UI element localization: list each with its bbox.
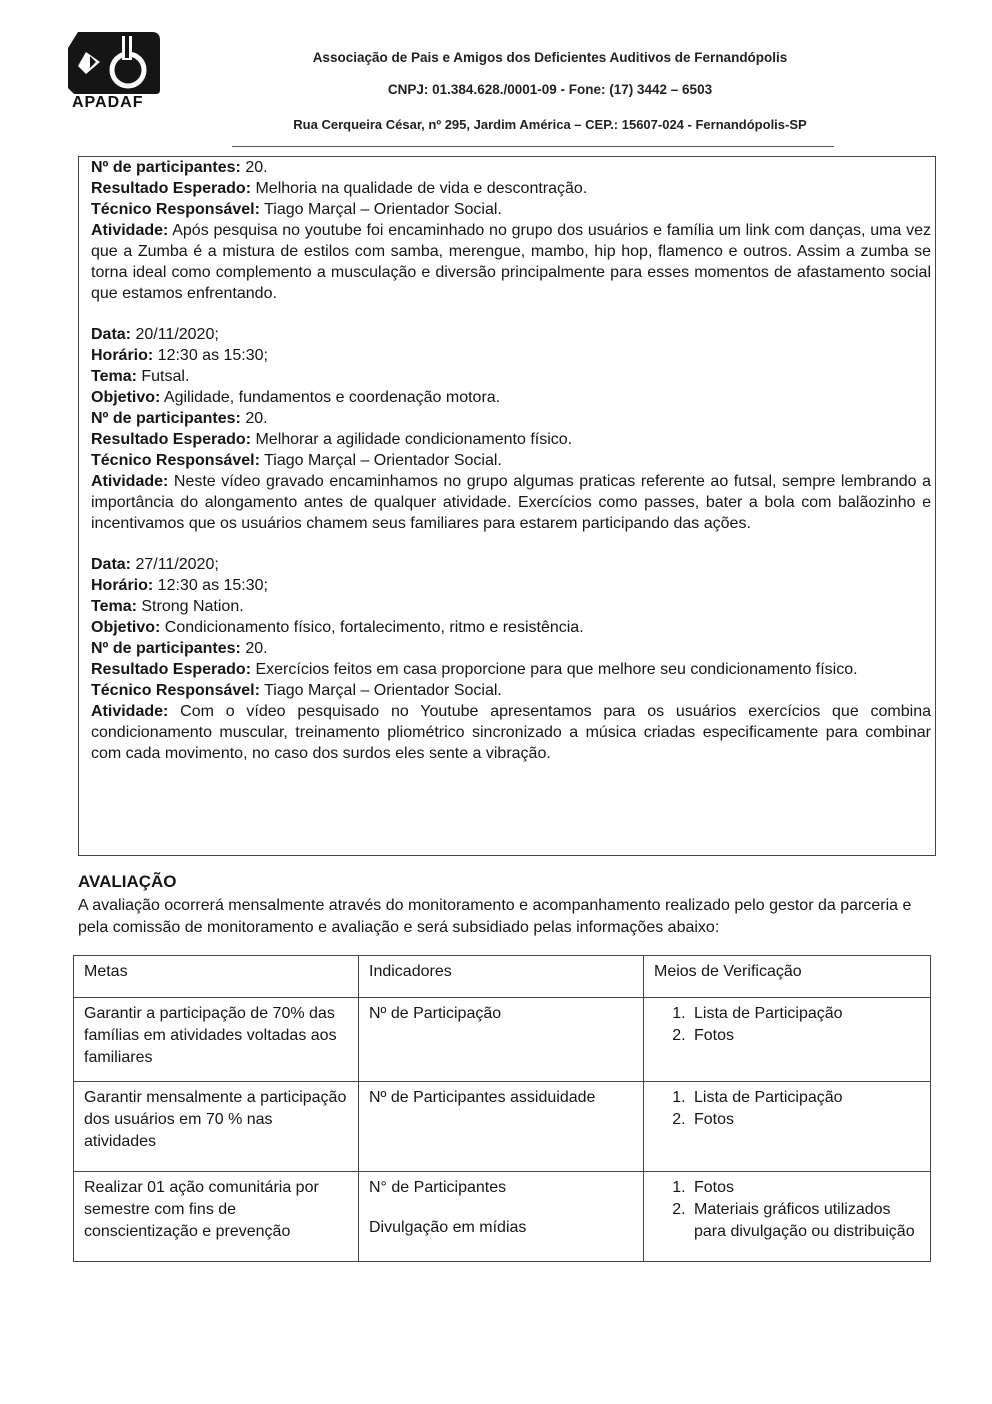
verification-cell — [644, 1082, 931, 1172]
theme-line — [91, 596, 931, 617]
activities-box — [78, 156, 936, 856]
verification-list — [654, 1087, 920, 1131]
indicator-cell — [359, 998, 644, 1082]
activity-label: Atividade: — [91, 222, 169, 239]
technician-value: Tiago Marçal – Orientador Social. — [259, 201, 502, 218]
time-value: 12:30 as 15:30; — [153, 347, 268, 364]
apadaf-logo — [64, 30, 164, 116]
table-header-row — [74, 956, 931, 998]
technician-line — [91, 680, 931, 701]
participants-line — [91, 638, 931, 659]
technician-value: Tiago Marçal – Orientador Social. — [259, 452, 502, 469]
cnpj-line: CNPJ: 01.384.628./0001-09 - Fone: (17) 3442 – 6503 — [387, 82, 713, 97]
indicator-text: Nº de Participantes assiduidade — [369, 1089, 596, 1106]
date-value: 27/11/2020; — [131, 556, 219, 573]
time-line — [91, 575, 931, 596]
org-name: Associação de Pais e Amigos dos Deficientes Auditivos de Fernandópolis — [312, 50, 788, 65]
date-label: Data: — [91, 326, 132, 343]
expected-result-value: Melhoria na qualidade de vida e descontração. — [251, 180, 588, 197]
indicator-text: N° de Participantes — [369, 1179, 507, 1196]
activity-label: Atividade: — [91, 703, 169, 720]
table-row — [74, 1172, 931, 1262]
apadaf-logo-mark — [64, 30, 164, 96]
indicator-text: Divulgação em mídias — [369, 1219, 527, 1236]
participants-label: Nº de participantes: — [91, 159, 241, 176]
verification-cell — [644, 998, 931, 1082]
technician-value: Tiago Marçal – Orientador Social. — [259, 682, 502, 699]
date-label: Data: — [91, 556, 132, 573]
expected-result-value: Melhorar a agilidade condicionamento físico. — [251, 431, 573, 448]
technician-line — [91, 199, 931, 220]
expected-result-label: Resultado Esperado: — [91, 661, 252, 678]
objective-value: Condicionamento físico, fortalecimento, ritmo e resistência. — [160, 619, 584, 636]
activity-paragraph — [91, 220, 931, 304]
theme-value: Strong Nation. — [136, 598, 244, 615]
indicator-cell — [359, 1082, 644, 1172]
activity-label: Atividade: — [91, 473, 169, 490]
column-header-indicadores: Indicadores — [359, 956, 644, 998]
date-value: 20/11/2020; — [131, 326, 219, 343]
time-value: 12:30 as 15:30; — [153, 577, 268, 594]
evaluation-table — [73, 955, 931, 1262]
expected-result-line — [91, 429, 931, 450]
theme-line — [91, 366, 931, 387]
participants-value: 20. — [240, 640, 268, 657]
column-header-meios: Meios de Verificação — [644, 956, 931, 998]
activity-paragraph — [91, 701, 931, 764]
activity-value: Com o vídeo pesquisado no Youtube apresentamos para os usuários exercícios que combina condicionamento muscular, treinamento pliométrico sincronizado a música criadas especificamente para combinar com cada movimento, no caso dos surdos eles sente a vibração. — [91, 703, 931, 762]
meta-cell: Garantir a participação de 70% das famílias em atividades voltadas aos familiares — [74, 998, 359, 1082]
column-header-metas: Metas — [74, 956, 359, 998]
objective-label: Objetivo: — [91, 619, 161, 636]
verification-list — [654, 1003, 920, 1047]
activity-value: Neste vídeo gravado encaminhamos no grupo algumas praticas referente ao futsal, sempre lembrando a importância do alongamento antes de qualquer atividade. Exercícios como passes, bater a bola com balãozinho e incentivamos que os usuários chamem seus familiares para estarem participando das ações. — [91, 473, 931, 532]
participants-label: Nº de participantes: — [91, 410, 241, 427]
activity-value: Após pesquisa no youtube foi encaminhado no grupo dos usuários e família um link com danças, uma vez que a Zumba é a mistura de estilos com samba, merengue, mambo, hip hop, flamenco e outros. Assim a zumba se torna ideal como complemento a musculação e diversão principalmente para esses momentos de afastamento social que estamos enfrentando. — [91, 222, 931, 302]
objective-label: Objetivo: — [91, 389, 161, 406]
expected-result-line — [91, 659, 931, 680]
verification-list — [654, 1177, 920, 1243]
expected-result-label: Resultado Esperado: — [91, 180, 252, 197]
objective-line — [91, 387, 931, 408]
participants-label: Nº de participantes: — [91, 640, 241, 657]
time-label: Horário: — [91, 347, 154, 364]
meta-cell: Realizar 01 ação comunitária por semestre com fins de conscientização e prevenção — [74, 1172, 359, 1262]
spacer — [91, 304, 931, 324]
technician-line — [91, 450, 931, 471]
list-item: 2. Materiais gráficos utilizados para divulgação ou distribuição — [690, 1199, 920, 1243]
table-row — [74, 998, 931, 1082]
list-item: 1. Fotos — [690, 1177, 920, 1199]
verification-cell — [644, 1172, 931, 1262]
activities-content — [91, 157, 931, 764]
date-line — [91, 324, 931, 345]
list-item: 2. Fotos — [690, 1109, 920, 1131]
theme-label: Tema: — [91, 598, 137, 615]
participants-value: 20. — [240, 159, 268, 176]
activity-paragraph — [91, 471, 931, 534]
table-row — [74, 1082, 931, 1172]
date-line — [91, 554, 931, 575]
participants-line — [91, 408, 931, 429]
participants-value: 20. — [240, 410, 268, 427]
indicator-text: Nº de Participação — [369, 1005, 502, 1022]
logo-text: APADAF — [72, 94, 144, 111]
list-item: 1. Lista de Participação — [690, 1003, 920, 1025]
list-item: 1. Lista de Participação — [690, 1087, 920, 1109]
time-label: Horário: — [91, 577, 154, 594]
evaluation-paragraph: A avaliação ocorrerá mensalmente através do monitoramento e acompanhamento realizado pelo gestor da parceria e pela comissão de monitoramento e avaliação e será subsidiado pelas informações abaixo: — [78, 897, 912, 936]
theme-value: Futsal. — [136, 368, 190, 385]
header-divider — [232, 146, 834, 147]
evaluation-heading: AVALIAÇÃO — [78, 872, 177, 891]
technician-label: Técnico Responsável: — [91, 201, 260, 218]
address-line: Rua Cerqueira César, nº 295, Jardim América – CEP.: 15607-024 - Fernandópolis-SP — [293, 117, 807, 132]
technician-label: Técnico Responsável: — [91, 682, 260, 699]
theme-label: Tema: — [91, 368, 137, 385]
expected-result-line — [91, 178, 931, 199]
indicator-cell — [359, 1172, 644, 1262]
time-line — [91, 345, 931, 366]
participants-line — [91, 157, 931, 178]
list-item: 2. Fotos — [690, 1025, 920, 1047]
expected-result-label: Resultado Esperado: — [91, 431, 252, 448]
objective-value: Agilidade, fundamentos e coordenação motora. — [160, 389, 501, 406]
spacer — [91, 534, 931, 554]
objective-line — [91, 617, 931, 638]
technician-label: Técnico Responsável: — [91, 452, 260, 469]
meta-cell: Garantir mensalmente a participação dos usuários em 70 % nas atividades — [74, 1082, 359, 1172]
expected-result-value: Exercícios feitos em casa proporcione para que melhore seu condicionamento físico. — [251, 661, 858, 678]
